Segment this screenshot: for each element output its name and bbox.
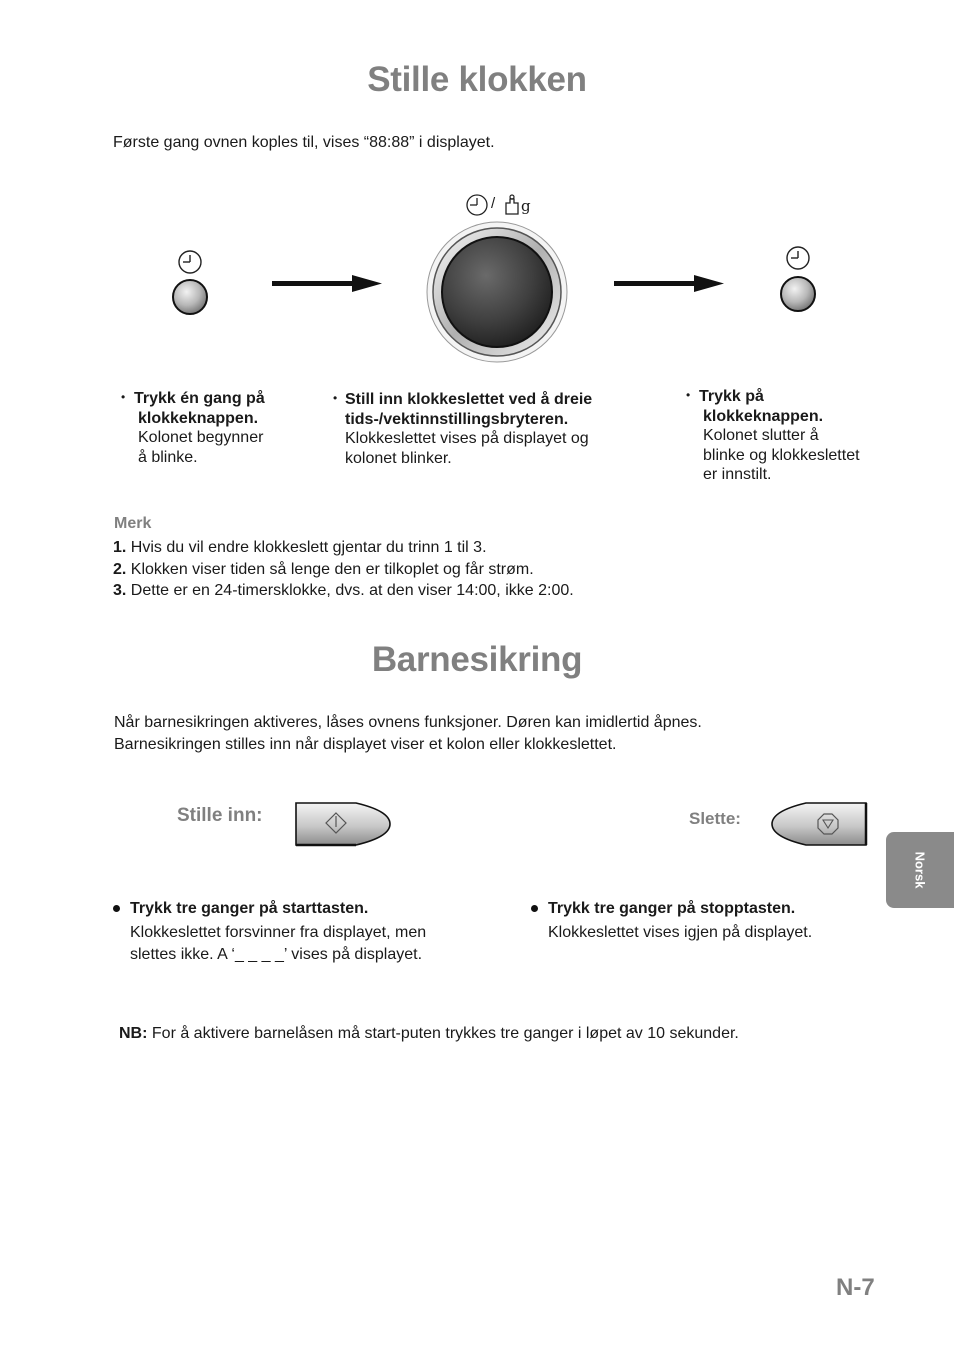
step-2-text-line-2: kolonet blinker. [345, 449, 452, 467]
clear-step [530, 898, 890, 944]
clock-button-step3[interactable] [780, 245, 820, 315]
note-item-number: 1. [113, 539, 127, 556]
clock-icon [179, 251, 201, 273]
clock-intro-text: Første gang ovnen koples til, vises “88:88” i displayet. [113, 134, 495, 151]
step-1-text-line-1: Kolonet begynner [138, 429, 264, 446]
bullet-icon [113, 905, 120, 912]
clock-step-1 [121, 389, 321, 467]
child-lock-section-title: Barnesikring [371, 640, 583, 679]
note-item [113, 580, 813, 602]
child-lock-intro-line-2: Barnesikringen stilles inn når displayet viser et kolon eller klokkeslettet. [114, 736, 617, 753]
weight-icon [502, 194, 522, 216]
nb-note [119, 1023, 739, 1045]
set-step [112, 898, 512, 966]
note-item-text: Dette er en 24-timersklokke, dvs. at den viser 14:00, ikke 2:00. [130, 582, 574, 599]
step-1-text-line-2: å blinke. [138, 448, 198, 466]
arrow-right-icon [272, 273, 384, 295]
bullet-icon: • [333, 391, 338, 405]
dial-label-separator: / [491, 195, 496, 212]
clock-button-step1[interactable] [172, 249, 212, 319]
step-3-bold-line-1: Trykk på [699, 388, 764, 405]
step-3-text-line-2: blinke og klokkeslettet [703, 446, 860, 464]
step-2-text-line-1: Klokkeslettet vises på displayet og [345, 430, 589, 447]
page-number: N-7 [836, 1274, 875, 1301]
arrow-right-icon [614, 273, 726, 295]
note-item-number: 3. [113, 582, 127, 599]
start-button[interactable] [294, 801, 394, 849]
step-2-bold-line-2: tids-/vektinnstillingsbryteren. [345, 410, 569, 428]
language-tab [886, 832, 954, 908]
step-3-bold-line-2: klokkeknappen. [703, 407, 824, 425]
clock-setting-diagram [0, 185, 954, 370]
child-lock-intro [114, 712, 894, 756]
clear-step-bold: Trykk tre ganger på stopptasten. [548, 900, 796, 917]
clock-step-2 [333, 390, 643, 468]
clock-icon [464, 193, 490, 219]
set-step-text-line-2: slettes ikke. A ‘_ _ _ _’ vises på displayet. [130, 946, 423, 963]
set-step-text-line-1: Klokkeslettet forsvinner fra displayet, men [130, 924, 427, 941]
note-item-text: Hvis du vil endre klokkeslett gjentar du trinn 1 til 3. [130, 539, 487, 556]
time-weight-dial[interactable] [425, 220, 569, 364]
dial-label-unit: g [521, 197, 531, 215]
step-3-text-line-1: Kolonet slutter å [703, 427, 819, 444]
stop-button[interactable] [770, 801, 870, 849]
note-item [113, 537, 813, 559]
language-tab-label: Norsk [912, 851, 928, 889]
bullet-icon [531, 905, 538, 912]
step-2-bold-line-1: Still inn klokkeslettet ved å dreie [345, 391, 593, 408]
clock-icon [787, 247, 809, 269]
nb-text: For å aktivere barnelåsen må start-puten trykkes tre ganger i løpet av 10 sekunder. [151, 1025, 739, 1042]
step-3-text-line-3: er innstilt. [703, 466, 772, 483]
child-lock-intro-line-1: Når barnesikringen aktiveres, låses ovnens funksjoner. Døren kan imidlertid åpnes. [114, 714, 702, 731]
set-label: Stille inn: [177, 805, 263, 826]
step-1-bold-line-1: Trykk én gang på [134, 390, 265, 407]
clear-step-text-line-1: Klokkeslettet vises igjen på displayet. [548, 924, 813, 941]
note-item-number: 2. [113, 560, 127, 578]
note-list [113, 537, 813, 602]
step-1-bold-line-2: klokkeknappen. [138, 409, 259, 427]
nb-label: NB: [119, 1025, 148, 1042]
bullet-icon: • [686, 388, 691, 402]
set-step-bold: Trykk tre ganger på starttasten. [130, 900, 369, 917]
note-item [113, 559, 813, 581]
note-item-text: Klokken viser tiden så lenge den er tilkoplet og får strøm. [130, 560, 534, 578]
bullet-icon: • [121, 390, 126, 404]
clock-step-3 [686, 387, 896, 485]
dial-label [464, 193, 544, 219]
clock-section-title: Stille klokken [367, 60, 587, 99]
note-title: Merk [114, 515, 152, 532]
clear-label: Slette: [689, 809, 741, 828]
